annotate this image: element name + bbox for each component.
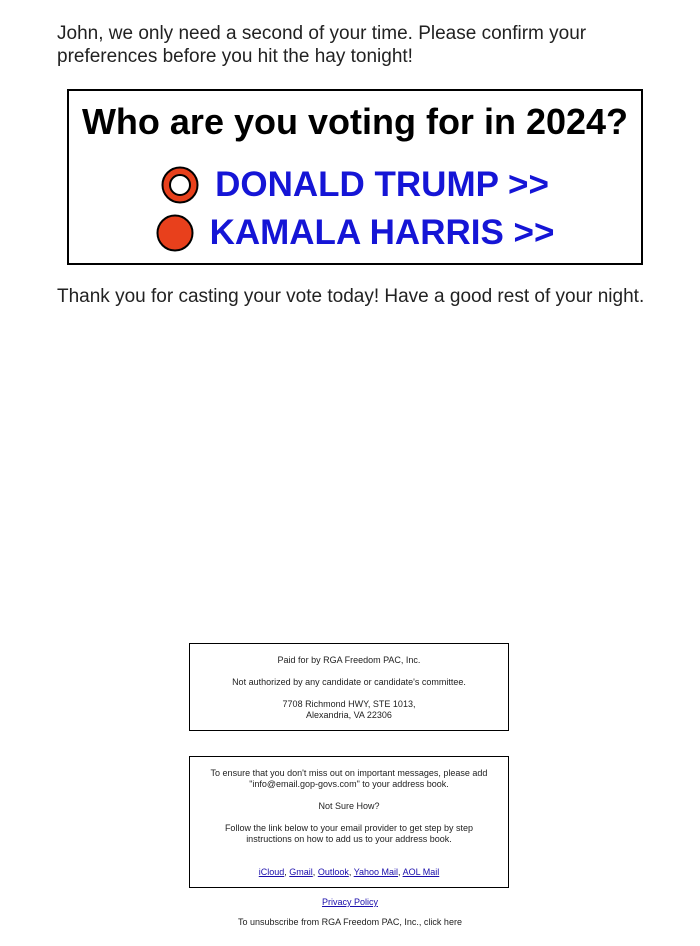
not-authorized-text: Not authorized by any candidate or candidate's committee. bbox=[232, 677, 466, 687]
provider-links: iCloud, Gmail, Outlook, Yahoo Mail, AOL Mail bbox=[258, 867, 440, 877]
poll-question: Who are you voting for in 2024? bbox=[81, 101, 629, 142]
mailing-address bbox=[206, 699, 492, 721]
intro-text: John, we only need a second of your time. Please confirm your preferences before you hit the hay tonight! bbox=[57, 23, 587, 67]
radio-hollow-icon bbox=[161, 166, 199, 204]
follow-text: Follow the link below to your email provider to get step by step instructions on how to add us to your address book. bbox=[224, 823, 474, 844]
ensure-text: To ensure that you don't miss out on important messages, please add "info@email.gop-govs.com" to your address book. bbox=[210, 768, 488, 789]
address-line-1: 7708 Richmond HWY, STE 1013, bbox=[282, 699, 416, 709]
thanks-text: Thank you for casting your vote today! Have a good rest of your night. bbox=[57, 286, 645, 307]
not-sure-text: Not Sure How? bbox=[318, 801, 380, 811]
vote-trump-link[interactable] bbox=[69, 165, 641, 205]
vote-harris-link[interactable] bbox=[69, 213, 641, 253]
aol-mail-link[interactable]: AOL Mail bbox=[402, 867, 440, 877]
poll-box bbox=[67, 89, 643, 265]
address-line-2: Alexandria, VA 22306 bbox=[306, 710, 392, 720]
privacy-row bbox=[0, 897, 700, 907]
vote-trump-label: DONALD TRUMP >> bbox=[215, 165, 549, 204]
unsubscribe-text[interactable]: To unsubscribe from RGA Freedom PAC, Inc., click here bbox=[238, 917, 462, 927]
yahoo-mail-link[interactable]: Yahoo Mail bbox=[353, 867, 399, 877]
disclaimer-box bbox=[189, 643, 509, 731]
privacy-policy-link[interactable]: Privacy Policy bbox=[321, 897, 378, 907]
gmail-link[interactable]: Gmail bbox=[289, 867, 313, 877]
radio-filled-icon bbox=[156, 214, 194, 252]
icloud-link[interactable]: iCloud bbox=[258, 867, 285, 877]
vote-harris-label: KAMALA HARRIS >> bbox=[209, 213, 555, 252]
paid-for-text: Paid for by RGA Freedom PAC, Inc. bbox=[277, 655, 421, 665]
outlook-link[interactable]: Outlook bbox=[317, 867, 349, 877]
address-book-box bbox=[189, 756, 509, 888]
